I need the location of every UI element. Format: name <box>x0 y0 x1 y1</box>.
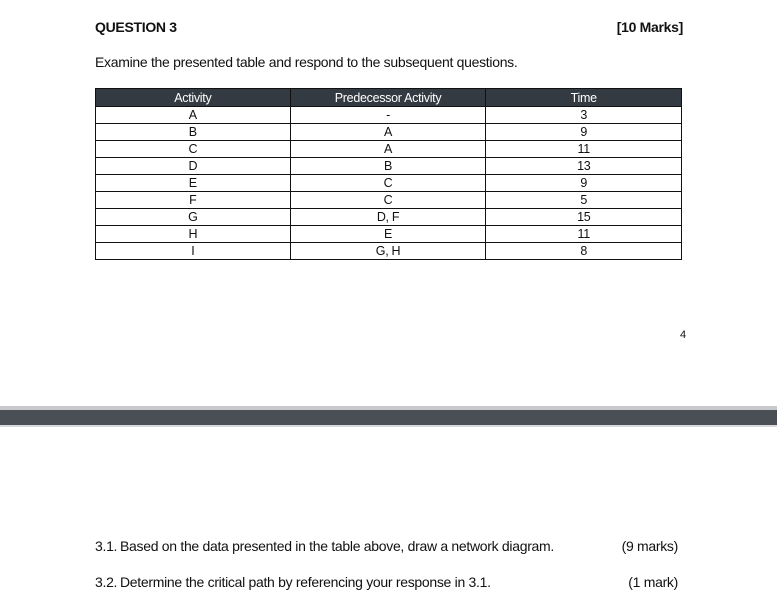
question-marks: [10 Marks] <box>616 19 683 35</box>
table-row <box>96 124 682 141</box>
sub-question-text: Determine the critical path by referencing your response in 3.1. <box>120 574 491 590</box>
sub-question-3-1 <box>95 538 680 558</box>
table-header-row <box>96 89 682 107</box>
page-break-shadow <box>0 425 777 427</box>
cell-predecessor: E <box>290 226 486 243</box>
table-row <box>96 175 682 192</box>
table-row <box>96 192 682 209</box>
cell-time: 11 <box>486 226 682 243</box>
cell-time: 13 <box>486 158 682 175</box>
cell-activity: A <box>96 107 291 124</box>
cell-predecessor: D, F <box>290 209 486 226</box>
question-header <box>95 19 683 39</box>
sub-question-marks: (1 mark) <box>628 574 678 590</box>
sub-question-marks: (9 marks) <box>621 538 678 554</box>
table-row <box>96 243 682 260</box>
cell-activity: I <box>96 243 291 260</box>
sub-question-3-2 <box>95 574 680 594</box>
cell-time: 15 <box>486 209 682 226</box>
sub-question-text: Based on the data presented in the table above, draw a network diagram. <box>120 538 554 554</box>
cell-time: 5 <box>486 192 682 209</box>
cell-predecessor: B <box>290 158 486 175</box>
table-row <box>96 209 682 226</box>
cell-time: 3 <box>486 107 682 124</box>
cell-activity: H <box>96 226 291 243</box>
cell-predecessor: - <box>290 107 486 124</box>
table-row <box>96 107 682 124</box>
cell-predecessor: G, H <box>290 243 486 260</box>
cell-predecessor: A <box>290 141 486 158</box>
sub-question-number: 3.1. <box>95 538 118 554</box>
cell-time: 9 <box>486 124 682 141</box>
cell-activity: G <box>96 209 291 226</box>
cell-activity: B <box>96 124 291 141</box>
cell-activity: E <box>96 175 291 192</box>
cell-time: 9 <box>486 175 682 192</box>
cell-time: 11 <box>486 141 682 158</box>
activity-table <box>95 88 682 260</box>
table-row <box>96 226 682 243</box>
page-break-divider <box>0 410 777 425</box>
cell-activity: D <box>96 158 291 175</box>
sub-question-number: 3.2. <box>95 574 118 590</box>
cell-predecessor: A <box>290 124 486 141</box>
header-activity: Activity <box>96 89 291 107</box>
cell-predecessor: C <box>290 175 486 192</box>
question-title: QUESTION 3 <box>95 19 177 35</box>
cell-activity: F <box>96 192 291 209</box>
cell-activity: C <box>96 141 291 158</box>
cell-time: 8 <box>486 243 682 260</box>
header-time: Time <box>486 89 682 107</box>
header-predecessor: Predecessor Activity <box>290 89 486 107</box>
page-number: 4 <box>680 329 687 341</box>
cell-predecessor: C <box>290 192 486 209</box>
table-row <box>96 158 682 175</box>
question-instruction: Examine the presented table and respond to the subsequent questions. <box>95 54 518 70</box>
table-row <box>96 141 682 158</box>
